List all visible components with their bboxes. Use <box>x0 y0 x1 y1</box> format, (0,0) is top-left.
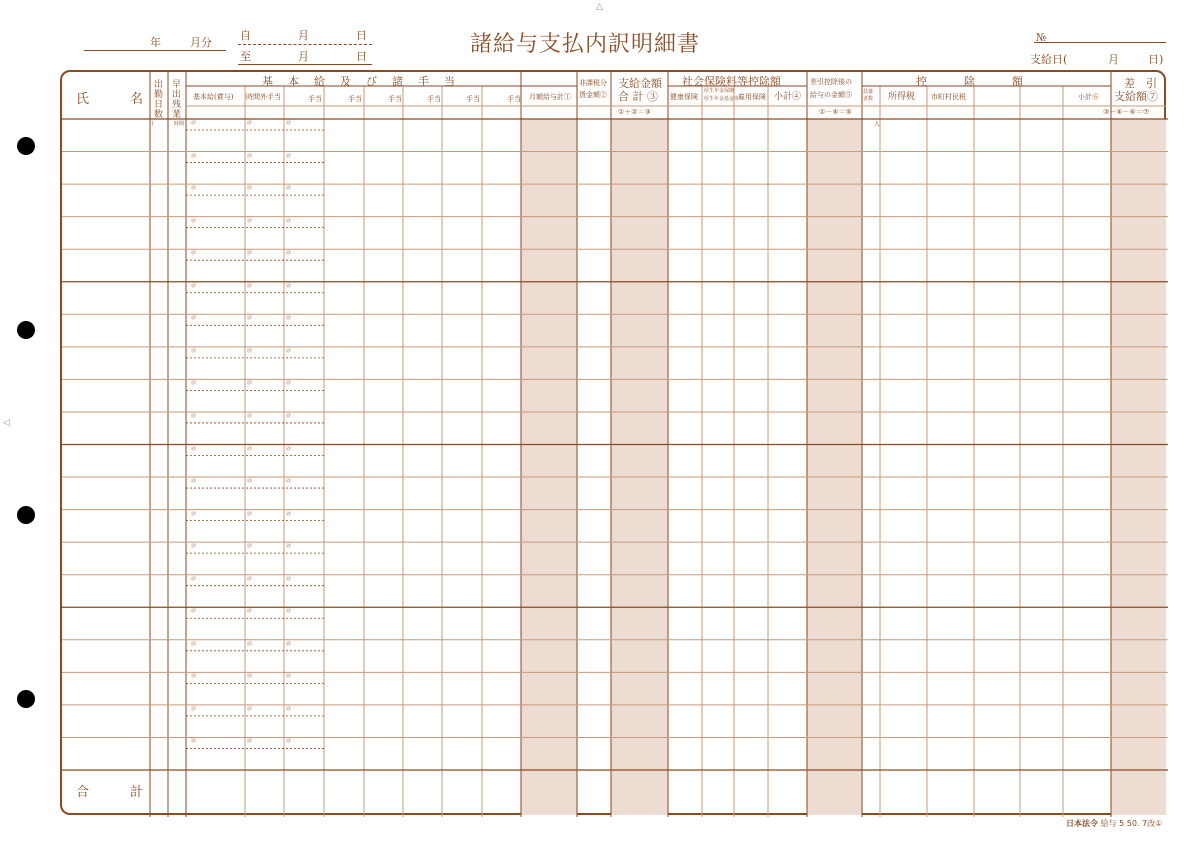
at-mark: ＠ <box>286 315 292 322</box>
unit-hour: 時間 <box>174 121 185 127</box>
at-mark: ＠ <box>286 705 292 712</box>
at-mark: ＠ <box>191 185 197 192</box>
header-nontax-2: 貨金額② <box>579 91 607 99</box>
at-mark: ＠ <box>191 250 197 257</box>
formula-5: ①－④＝⑤ <box>819 108 852 116</box>
at-mark: ＠ <box>247 152 253 159</box>
at-mark: ＠ <box>191 575 197 582</box>
at-mark: ＠ <box>191 120 197 126</box>
total-label-2: 計 <box>130 785 144 800</box>
at-mark: ＠ <box>191 510 197 517</box>
page-title: 諸給与支払内訳明細書 <box>470 32 701 57</box>
header-basic-group: 基 本 給 及 び 諸 手 当 <box>262 75 457 88</box>
at-mark: ＠ <box>286 217 292 224</box>
formula-7: ③－④－⑥＝⑦ <box>1103 108 1150 116</box>
at-mark: ＠ <box>247 412 253 419</box>
at-mark: ＠ <box>247 510 253 517</box>
total-label-1: 合 <box>76 785 90 800</box>
at-mark: ＠ <box>286 120 292 126</box>
header-allowance: 手当 <box>427 95 441 103</box>
at-mark: ＠ <box>247 217 253 224</box>
at-mark: ＠ <box>247 738 253 745</box>
header-employment: 雇用保険 <box>738 93 766 101</box>
at-mark: ＠ <box>247 478 253 485</box>
at-mark: ＠ <box>191 315 197 322</box>
header-attendance: 出勤日数 <box>154 80 164 120</box>
at-mark: ＠ <box>247 250 253 257</box>
at-mark: ＠ <box>191 380 197 387</box>
header-net-pay-2: 支給額⑦ <box>1114 90 1158 103</box>
at-mark: ＠ <box>286 738 292 745</box>
at-mark: ＠ <box>191 445 197 452</box>
formula-3: ①＋②＝③ <box>618 108 651 116</box>
at-mark: ＠ <box>247 282 253 289</box>
side-fold-mark: ◁ <box>3 418 10 428</box>
at-mark: ＠ <box>286 412 292 419</box>
at-mark: ＠ <box>247 640 253 647</box>
at-mark: ＠ <box>191 152 197 159</box>
at-mark: ＠ <box>191 217 197 224</box>
at-mark: ＠ <box>286 152 292 159</box>
at-mark: ＠ <box>191 608 197 615</box>
at-mark: ＠ <box>247 185 253 192</box>
at-mark: ＠ <box>247 120 253 126</box>
header-deduct-group: 控 除 額 <box>916 75 1024 88</box>
header-after-deduction-2: 給与の金額⑤ <box>810 91 852 99</box>
header-pay-total-2: 合 計 ③ <box>618 90 658 103</box>
at-mark: ＠ <box>286 575 292 582</box>
at-mark: ＠ <box>191 640 197 647</box>
header-basic-salary: 基本給(賞与) <box>193 93 234 101</box>
at-mark: ＠ <box>247 347 253 354</box>
at-mark: ＠ <box>247 445 253 452</box>
at-mark: ＠ <box>286 347 292 354</box>
at-mark: ＠ <box>191 412 197 419</box>
payroll-table <box>60 70 1166 815</box>
at-mark: ＠ <box>286 543 292 550</box>
header-social-group: 社会保険料等控除額 <box>682 75 781 88</box>
punch-hole <box>17 137 35 155</box>
at-mark: ＠ <box>286 250 292 257</box>
header-monthly-total: 月額給与計① <box>529 93 571 101</box>
header-name-2: 名 <box>130 92 144 107</box>
at-mark: ＠ <box>191 282 197 289</box>
header-net-pay: 差 引 <box>1124 77 1157 90</box>
at-mark: ＠ <box>191 478 197 485</box>
header-allowance: 手当 <box>308 95 322 103</box>
header-name-1: 氏 <box>76 92 90 107</box>
at-mark: ＠ <box>286 608 292 615</box>
header-resident-tax: 市町村民税 <box>931 93 966 101</box>
at-mark: ＠ <box>286 282 292 289</box>
header-allowance: 手当 <box>466 95 480 103</box>
at-mark: ＠ <box>247 315 253 322</box>
at-mark: ＠ <box>286 478 292 485</box>
header-subtotal-6: 小計⑥ <box>1078 93 1099 101</box>
table-grid <box>62 72 1168 817</box>
at-mark: ＠ <box>191 673 197 680</box>
unit-person: 人 <box>874 121 881 128</box>
top-fold-mark: △ <box>596 2 603 12</box>
punch-hole <box>17 690 35 708</box>
header-overtime-hours: 早出残業 <box>172 80 182 120</box>
unit-day: 日 <box>149 121 155 127</box>
header-after-deduction: 差引控除後の <box>810 78 852 86</box>
at-mark: ＠ <box>247 575 253 582</box>
header-nontax: 非課税分 <box>579 79 607 87</box>
header-pay-total: 支給金額 <box>618 77 662 90</box>
at-mark: ＠ <box>247 380 253 387</box>
header-dependents-2: 者数 <box>863 96 874 102</box>
header-allowance: 手当 <box>388 95 402 103</box>
header-income-tax: 所得税 <box>888 92 916 102</box>
at-mark: ＠ <box>286 640 292 647</box>
at-mark: ＠ <box>191 543 197 550</box>
header-allowance: 手当 <box>348 95 362 103</box>
at-mark: ＠ <box>191 705 197 712</box>
header-dependents: 扶養 <box>863 89 874 95</box>
header-overtime: 時間外手当 <box>246 93 281 101</box>
at-mark: ＠ <box>286 185 292 192</box>
at-mark: ＠ <box>191 347 197 354</box>
at-mark: ＠ <box>286 445 292 452</box>
header-subtotal-4: 小計④ <box>774 92 802 102</box>
at-mark: ＠ <box>247 673 253 680</box>
header-pension: 厚生年金保険 <box>704 88 735 94</box>
punch-hole <box>17 506 35 524</box>
at-mark: ＠ <box>286 510 292 517</box>
at-mark: ＠ <box>247 705 253 712</box>
header-health: 健康保険 <box>670 93 698 101</box>
at-mark: ＠ <box>286 380 292 387</box>
punch-hole <box>17 321 35 339</box>
at-mark: ＠ <box>286 673 292 680</box>
header-allowance: 手当 <box>507 95 521 103</box>
at-mark: ＠ <box>247 543 253 550</box>
at-mark: ＠ <box>247 608 253 615</box>
at-mark: ＠ <box>191 738 197 745</box>
form-code: 日本法令 給与 5 50. 7改① <box>1066 819 1163 828</box>
header-pension-2: 厚生年金基金等 <box>704 96 740 102</box>
